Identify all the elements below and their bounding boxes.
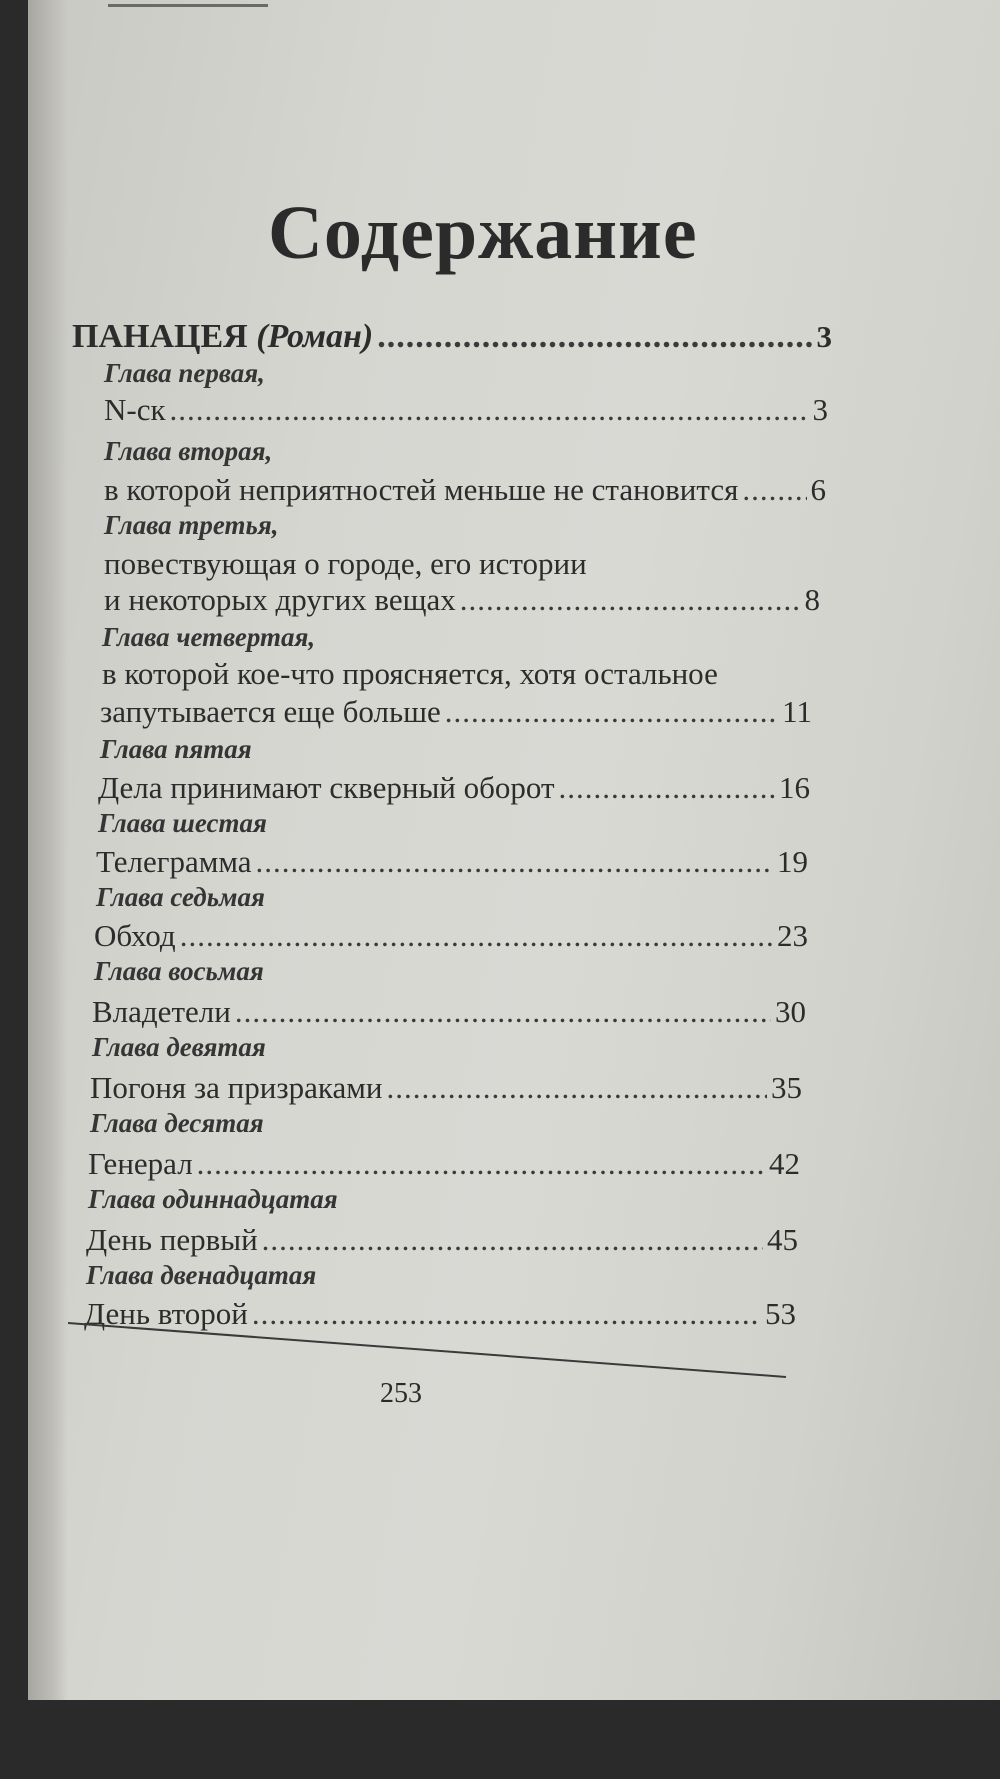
toc-entry	[104, 582, 820, 618]
chapter-heading: Глава седьмая	[96, 882, 265, 912]
chapter-heading: Глава пятая	[100, 734, 252, 764]
chapter-heading: Глава двенадцатая	[86, 1260, 317, 1290]
page-number: 35	[771, 1070, 802, 1105]
dot-leader	[170, 392, 809, 428]
toc-entry	[96, 844, 808, 880]
book-page	[28, 0, 1000, 1700]
chapter-heading: Глава первая,	[104, 358, 265, 388]
chapter-heading: Глава третья,	[104, 510, 279, 540]
dot-leader	[180, 918, 773, 954]
chapter-heading: Глава шестая	[98, 808, 267, 838]
chapter-title: запутывается еще больше	[100, 694, 441, 729]
dot-leader	[256, 844, 774, 880]
toc-entry	[86, 1222, 798, 1258]
chapter-title: Владетели	[92, 994, 231, 1029]
dot-leader	[197, 1146, 765, 1182]
chapter-heading: Глава одиннадцатая	[88, 1184, 338, 1214]
toc-entry	[100, 694, 812, 730]
toc-entry	[92, 994, 806, 1030]
dot-leader	[386, 1070, 767, 1106]
dot-leader	[377, 318, 812, 356]
page-folio: 253	[380, 1378, 422, 1409]
chapter-title: Дела принимают скверный оборот	[98, 770, 555, 805]
toc-entry	[90, 1070, 802, 1106]
page-number: 42	[769, 1146, 800, 1181]
page-number: 23	[777, 918, 808, 953]
chapter-heading: Глава десятая	[90, 1108, 264, 1138]
dot-leader	[559, 770, 775, 806]
chapter-heading: Глава восьмая	[94, 956, 264, 986]
page-number: 30	[775, 994, 806, 1029]
dot-leader	[460, 582, 801, 618]
dot-leader	[742, 472, 806, 508]
toc-entry	[84, 1296, 796, 1332]
page-number: 19	[777, 844, 808, 879]
chapter-heading: Глава вторая,	[104, 436, 273, 466]
page-number: 3	[816, 319, 832, 354]
book-genre: (Роман)	[256, 318, 374, 355]
toc-book-entry	[72, 318, 832, 356]
toc-entry	[88, 1146, 800, 1182]
page-number: 6	[810, 472, 826, 507]
toc-entry	[98, 770, 810, 806]
page-number: 16	[779, 770, 810, 805]
dot-leader	[262, 1222, 763, 1258]
chapter-title: День второй	[84, 1296, 248, 1331]
page-number: 8	[804, 582, 820, 617]
chapter-title: Обход	[94, 918, 176, 953]
chapter-title: Погоня за призраками	[90, 1070, 383, 1105]
dot-leader	[445, 694, 778, 730]
chapter-title: Телеграмма	[96, 844, 252, 879]
chapter-title: в которой неприятностей меньше не становится	[104, 472, 739, 507]
chapter-title-line: в которой кое-что проясняется, хотя остальное	[102, 656, 718, 691]
chapter-title: Генерал	[88, 1146, 193, 1181]
page-number: 45	[767, 1222, 798, 1257]
book-name: ПАНАЦЕЯ	[72, 318, 248, 355]
chapter-title: и некоторых других вещах	[104, 582, 456, 617]
toc-entry	[104, 472, 826, 508]
chapter-title: N-ск	[104, 392, 166, 427]
dot-leader	[235, 994, 771, 1030]
toc-entry	[94, 918, 808, 954]
chapter-title-line: повествующая о городе, его истории	[104, 546, 587, 581]
chapter-heading: Глава девятая	[92, 1032, 266, 1062]
dot-leader	[252, 1296, 761, 1332]
page-number: 11	[782, 694, 812, 729]
toc-title: Содержание	[268, 191, 698, 275]
page-gutter-shadow	[28, 0, 68, 1700]
chapter-title: День первый	[86, 1222, 258, 1257]
page-number: 3	[812, 392, 828, 427]
chapter-heading: Глава четвертая,	[102, 622, 316, 652]
toc-entry	[104, 392, 828, 428]
page-number: 53	[765, 1296, 796, 1331]
top-rule	[108, 4, 268, 7]
